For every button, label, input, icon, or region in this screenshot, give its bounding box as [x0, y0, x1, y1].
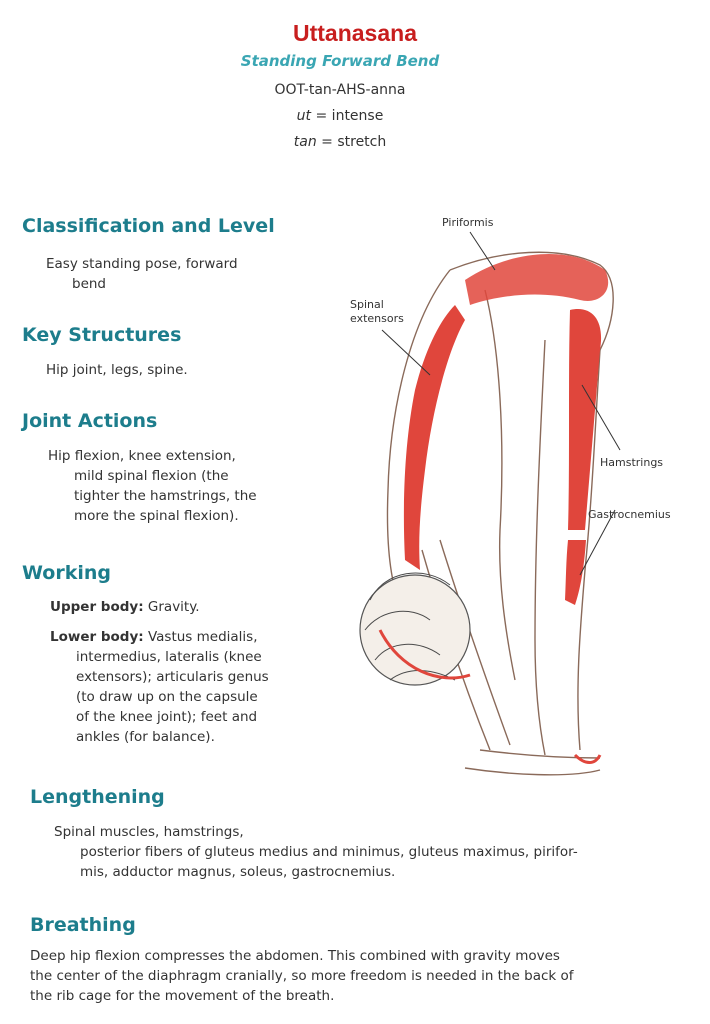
- text-line: Spinal muscles, hamstrings,: [54, 824, 244, 840]
- text-line: Easy standing pose, forward: [46, 256, 238, 272]
- spinal-extensors-muscle: [404, 305, 465, 570]
- working-upper: [50, 597, 200, 617]
- text-line: posterior fibers of gluteus medius and minimus, gluteus maximus, pirifor-: [80, 844, 578, 860]
- text-line: (to draw up on the capsule: [76, 689, 258, 705]
- etymology-ut: [0, 108, 680, 124]
- label-spinal: Spinal: [350, 298, 384, 311]
- upper-body-text: Gravity.: [147, 599, 200, 615]
- etymology-tan: [0, 134, 680, 150]
- breathing-heading: Breathing: [30, 914, 136, 936]
- key-structures-text: [46, 360, 188, 380]
- text-line: mis, adductor magnus, soleus, gastrocnemius.: [80, 864, 396, 880]
- upper-body-label: Upper body:: [50, 599, 144, 615]
- text-line: extensors); articularis genus: [76, 669, 269, 685]
- etymology-term: tan: [293, 134, 317, 150]
- etymology-term: ut: [296, 108, 312, 124]
- etymology-meaning: = stretch: [321, 134, 387, 150]
- joint-actions-heading: Joint Actions: [22, 410, 158, 432]
- joint-actions-text: [48, 446, 257, 526]
- page-subtitle: Standing Forward Bend: [240, 52, 440, 70]
- text-line: the center of the diaphragm cranially, so more freedom is needed in the back of: [30, 968, 574, 984]
- working-heading: Working: [22, 562, 111, 584]
- lengthening-text: [54, 822, 578, 882]
- text-line: the rib cage for the movement of the breath.: [30, 988, 335, 1004]
- muscle-highlights: [380, 254, 608, 763]
- heel-highlight: [575, 755, 600, 763]
- text-line: Hip flexion, knee extension,: [48, 448, 236, 464]
- text-line: Vastus medialis,: [147, 629, 258, 645]
- text-line: Hip joint, legs, spine.: [46, 362, 188, 378]
- lower-body-label: Lower body:: [50, 629, 144, 645]
- key-structures-heading: Key Structures: [22, 324, 182, 346]
- label-gastrocnemius: Gastrocnemius: [588, 508, 671, 521]
- breathing-text: [30, 946, 700, 1006]
- page-title: Uttanasana: [293, 20, 417, 46]
- text-line: mild spinal flexion (the: [74, 468, 229, 484]
- working-lower: [50, 627, 269, 747]
- pronunciation: OOT-tan-AHS-anna: [274, 82, 406, 98]
- text-line: bend: [72, 276, 107, 292]
- etymology-meaning: = intense: [315, 108, 384, 124]
- lengthening-heading: Lengthening: [30, 786, 165, 808]
- text-line: tighter the hamstrings, the: [74, 488, 257, 504]
- text-line: of the knee joint); feet and: [76, 709, 258, 725]
- label-piriformis: Piriformis: [442, 216, 494, 229]
- classification-text: [46, 254, 238, 294]
- label-hamstrings: Hamstrings: [600, 456, 664, 469]
- text-line: more the spinal flexion).: [74, 508, 239, 524]
- label-extensors: extensors: [350, 312, 404, 325]
- classification-heading: Classification and Level: [22, 215, 275, 237]
- text-line: ankles (for balance).: [76, 729, 215, 745]
- piriformis-muscle: [465, 254, 608, 305]
- text-line: intermedius, lateralis (knee: [76, 649, 262, 665]
- text-line: Deep hip flexion compresses the abdomen. This combined with gravity moves: [30, 948, 560, 964]
- forward-bend-illustration: [330, 210, 700, 800]
